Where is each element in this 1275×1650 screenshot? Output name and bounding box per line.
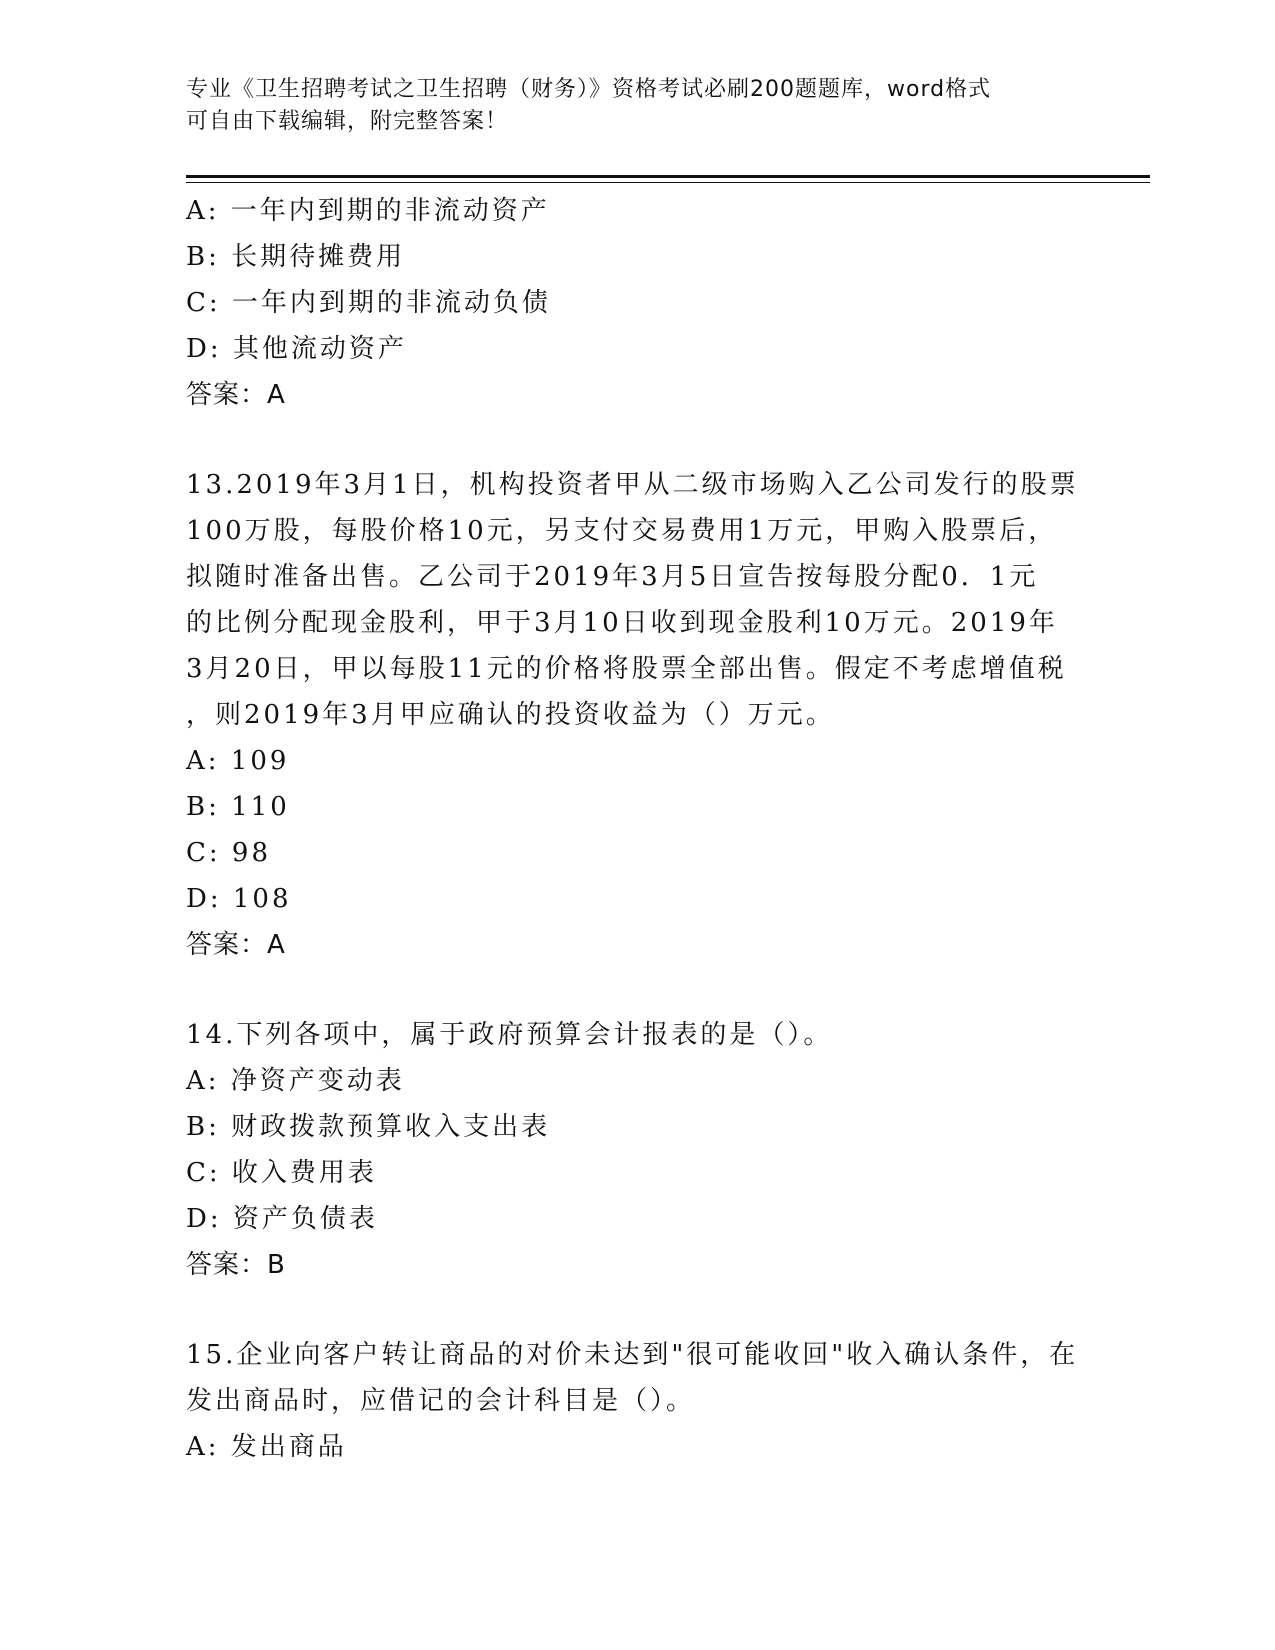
question-stem-line: 的比例分配现金股利，甲于3月10日收到现金股利10万元。2019年 [186,608,1058,638]
question-stem-line: 3月20日，甲以每股11元的价格将股票全部出售。假定不考虑增值税 [186,654,1067,684]
question-stem-line: 拟随时准备出售。乙公司于2019年3月5日宣告按每股分配0．1元 [186,562,1039,592]
option-c: C: 一年内到期的非流动负债 [186,288,551,318]
question-stem-line: 14.下列各项中，属于政府预算会计报表的是（）。 [186,1020,833,1050]
header-line-1: 专业《卫生招聘考试之卫生招聘（财务）》资格考试必刷200题题库，word格式 [186,77,992,102]
option-a: A: 109 [186,746,290,776]
question-stem-line: 15.企业向客户转让商品的对价未达到"很可能收回"收入确认条件，在 [186,1340,1079,1370]
answer-line: 答案：A [186,380,286,410]
option-b: B: 110 [186,792,290,822]
spacer [186,418,1086,462]
option-c: C: 收入费用表 [186,1158,377,1188]
option-d: D: 108 [186,884,292,914]
question-stem-line: 13.2019年3月1日，机构投资者甲从二级市场购入乙公司发行的股票 [186,470,1079,500]
header-line-2: 可自由下载编辑，附完整答案！ [186,109,509,134]
answer-line: 答案：B [186,1250,286,1280]
option-a: A: 净资产变动表 [186,1066,405,1096]
question-content [186,188,1086,1470]
spacer [186,1288,1086,1332]
question-13 [186,462,1086,968]
option-d: D: 资产负债表 [186,1204,378,1234]
header-rule-thick [186,175,1150,178]
option-b: B: 长期待摊费用 [186,242,406,272]
question-15 [186,1332,1086,1470]
question-14 [186,1012,1086,1288]
question-12-tail [186,188,1086,418]
document-header [186,74,1086,138]
header-rule-thin [186,182,1150,183]
option-a: A: 发出商品 [186,1432,347,1462]
option-d: D: 其他流动资产 [186,334,407,364]
spacer [186,968,1086,1012]
question-stem-line: ，则2019年3月甲应确认的投资收益为（）万元。 [186,700,835,730]
option-b: B: 财政拨款预算收入支出表 [186,1112,551,1142]
question-stem-line: 100万股，每股价格10元，另支付交易费用1万元，甲购入股票后， [186,516,1058,546]
option-c: C: 98 [186,838,272,868]
option-a: A: 一年内到期的非流动资产 [186,196,550,226]
answer-line: 答案：A [186,930,286,960]
question-stem-line: 发出商品时，应借记的会计科目是（）。 [186,1386,696,1416]
